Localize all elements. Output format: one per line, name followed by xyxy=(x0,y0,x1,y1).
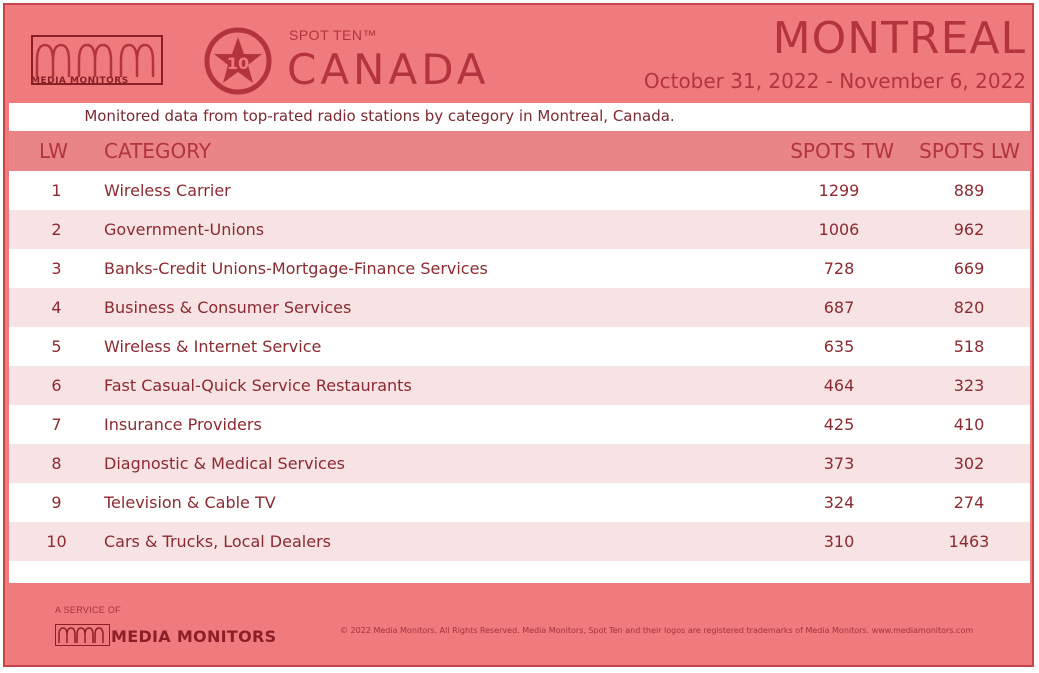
row-category: Wireless & Internet Service xyxy=(104,337,322,356)
row-spots-lw: 962 xyxy=(953,220,985,239)
table-row xyxy=(9,405,1030,444)
table-row xyxy=(9,522,1030,561)
row-rank: 10 xyxy=(46,532,67,551)
row-spots-lw: 1463 xyxy=(948,532,990,551)
row-spots-tw: 687 xyxy=(823,298,855,317)
table-row xyxy=(9,249,1030,288)
table-header xyxy=(9,131,1030,171)
subtitle-text: Monitored data from top-rated radio stations by category in Montreal, Canada. xyxy=(84,107,675,125)
row-spots-tw: 728 xyxy=(823,259,855,278)
table-row xyxy=(9,210,1030,249)
table-row xyxy=(9,288,1030,327)
date-range: October 31, 2022 - November 6, 2022 xyxy=(643,69,1026,93)
row-category: Business & Consumer Services xyxy=(104,298,352,317)
row-category: Insurance Providers xyxy=(104,415,262,434)
subtitle-bar xyxy=(9,103,1030,131)
table-row xyxy=(9,483,1030,522)
row-spots-tw: 324 xyxy=(823,493,855,512)
row-spots-lw: 410 xyxy=(953,415,985,434)
category-table xyxy=(9,131,1030,583)
spot-ten-badge-number xyxy=(204,27,272,95)
report-header xyxy=(5,5,1032,103)
copyright-text: © 2022 Media Monitors. All Rights Reserved. Media Monitors, Spot Ten and their logos are registered trademarks of Media Monitors. www.mediamonitors.com xyxy=(340,626,974,635)
country-title: CANADA xyxy=(287,45,490,94)
row-category: Television & Cable TV xyxy=(104,493,276,512)
row-spots-lw: 302 xyxy=(953,454,985,473)
report-footer xyxy=(5,583,1032,665)
row-rank: 1 xyxy=(51,181,62,200)
row-spots-lw: 323 xyxy=(953,376,985,395)
spot-ten-label: SPOT TEN™ xyxy=(289,27,378,43)
column-header-category: CATEGORY xyxy=(104,139,212,163)
row-category: Cars & Trucks, Local Dealers xyxy=(104,532,331,551)
row-spots-tw: 425 xyxy=(823,415,855,434)
row-rank: 8 xyxy=(51,454,62,473)
row-rank: 2 xyxy=(51,220,62,239)
row-rank: 7 xyxy=(51,415,62,434)
table-row xyxy=(9,444,1030,483)
service-of-label: A SERVICE OF xyxy=(55,605,121,615)
table-row xyxy=(9,366,1030,405)
footer-media-monitors-logo-icon xyxy=(55,624,110,646)
row-spots-tw: 635 xyxy=(823,337,855,356)
report-frame xyxy=(3,3,1034,667)
footer-brand-text: MEDIA MONITORS xyxy=(111,627,277,646)
table-row xyxy=(9,171,1030,210)
row-rank: 3 xyxy=(51,259,62,278)
row-category: Government-Unions xyxy=(104,220,265,239)
column-header-lw: LW xyxy=(39,139,69,163)
row-category: Banks-Credit Unions-Mortgage-Finance Services xyxy=(104,259,488,278)
row-spots-tw: 373 xyxy=(823,454,855,473)
row-spots-tw: 1299 xyxy=(818,181,860,200)
row-spots-tw: 310 xyxy=(823,532,855,551)
row-category: Wireless Carrier xyxy=(104,181,231,200)
row-category: Fast Casual-Quick Service Restaurants xyxy=(104,376,412,395)
row-spots-lw: 889 xyxy=(953,181,985,200)
row-rank: 6 xyxy=(51,376,62,395)
column-header-spots-lw: SPOTS LW xyxy=(919,139,1020,163)
row-spots-lw: 274 xyxy=(953,493,985,512)
row-rank: 5 xyxy=(51,337,62,356)
column-header-spots-tw: SPOTS TW xyxy=(790,139,894,163)
city-title: MONTREAL xyxy=(772,13,1026,64)
row-spots-lw: 820 xyxy=(953,298,985,317)
svg-text:10: 10 xyxy=(226,54,250,73)
row-spots-lw: 669 xyxy=(953,259,985,278)
row-spots-tw: 1006 xyxy=(818,220,860,239)
media-monitors-logo-text: MEDIA MONITORS xyxy=(31,76,129,86)
row-rank: 9 xyxy=(51,493,62,512)
row-spots-tw: 464 xyxy=(823,376,855,395)
table-row xyxy=(9,327,1030,366)
row-rank: 4 xyxy=(51,298,62,317)
row-category: Diagnostic & Medical Services xyxy=(104,454,346,473)
row-spots-lw: 518 xyxy=(953,337,985,356)
